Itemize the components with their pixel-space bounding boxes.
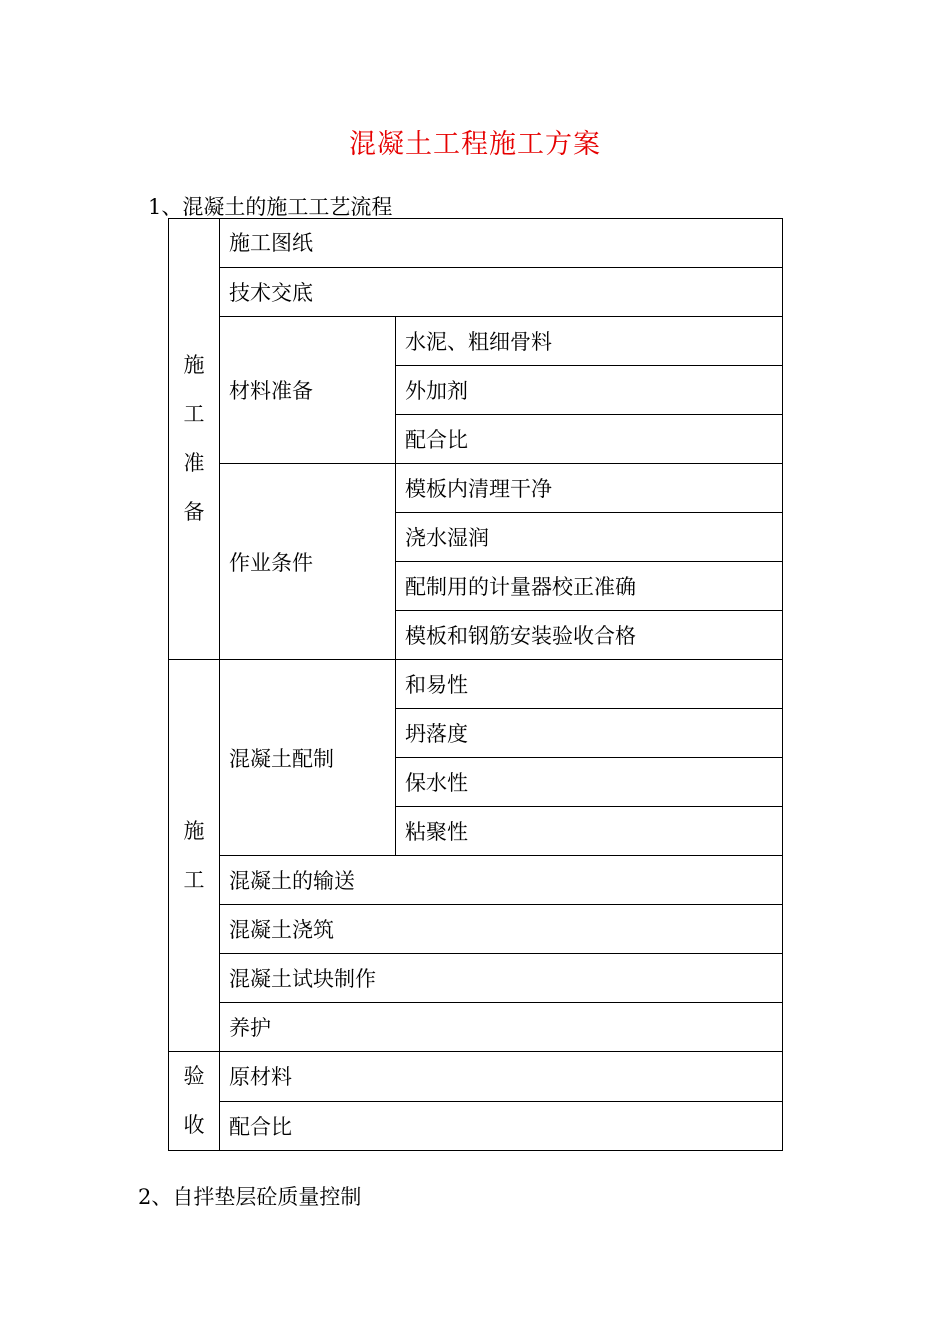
sub-item: 模板内清理干净	[396, 464, 783, 513]
sub-item: 外加剂	[396, 366, 783, 415]
sub-item: 水泥、粗细骨料	[396, 317, 783, 366]
sub-item: 坍落度	[396, 709, 783, 758]
group-label-prep: 施 工 准 备	[169, 219, 220, 660]
table-row	[169, 317, 783, 366]
step-briefing: 技术交底	[220, 268, 783, 317]
table-row	[169, 219, 783, 268]
sub-item: 浇水湿润	[396, 513, 783, 562]
table-row	[169, 268, 783, 317]
table-row	[169, 1101, 783, 1151]
group-label-acceptance: 验 收	[169, 1052, 220, 1151]
step-pouring: 混凝土浇筑	[220, 905, 783, 954]
sub-item: 和易性	[396, 660, 783, 709]
table-row	[169, 464, 783, 513]
step-mixing: 混凝土配制	[220, 660, 396, 856]
sub-item: 粘聚性	[396, 807, 783, 856]
step-transport: 混凝土的输送	[220, 856, 783, 905]
document-title: 混凝土工程施工方案	[349, 129, 601, 160]
section-heading-1: 1、混凝土的施工工艺流程	[148, 195, 393, 219]
table-row	[169, 954, 783, 1003]
step-raw-materials: 原材料	[220, 1052, 783, 1102]
table-row	[169, 1052, 783, 1102]
section-heading-2: 2、自拌垫层砼质量控制	[138, 1185, 362, 1209]
group-label-construction: 施 工	[169, 660, 220, 1052]
process-flow-table	[168, 218, 783, 1151]
table-row	[169, 856, 783, 905]
step-conditions: 作业条件	[220, 464, 396, 660]
sub-item: 配制用的计量器校正准确	[396, 562, 783, 611]
sub-item: 模板和钢筋安装验收合格	[396, 611, 783, 660]
sub-item: 保水性	[396, 758, 783, 807]
step-mix-ratio: 配合比	[220, 1101, 783, 1151]
table-row	[169, 1003, 783, 1052]
table-row	[169, 660, 783, 709]
sub-item: 配合比	[396, 415, 783, 464]
step-curing: 养护	[220, 1003, 783, 1052]
table-row	[169, 905, 783, 954]
step-test-block: 混凝土试块制作	[220, 954, 783, 1003]
step-materials: 材料准备	[220, 317, 396, 464]
step-drawings: 施工图纸	[220, 219, 783, 268]
